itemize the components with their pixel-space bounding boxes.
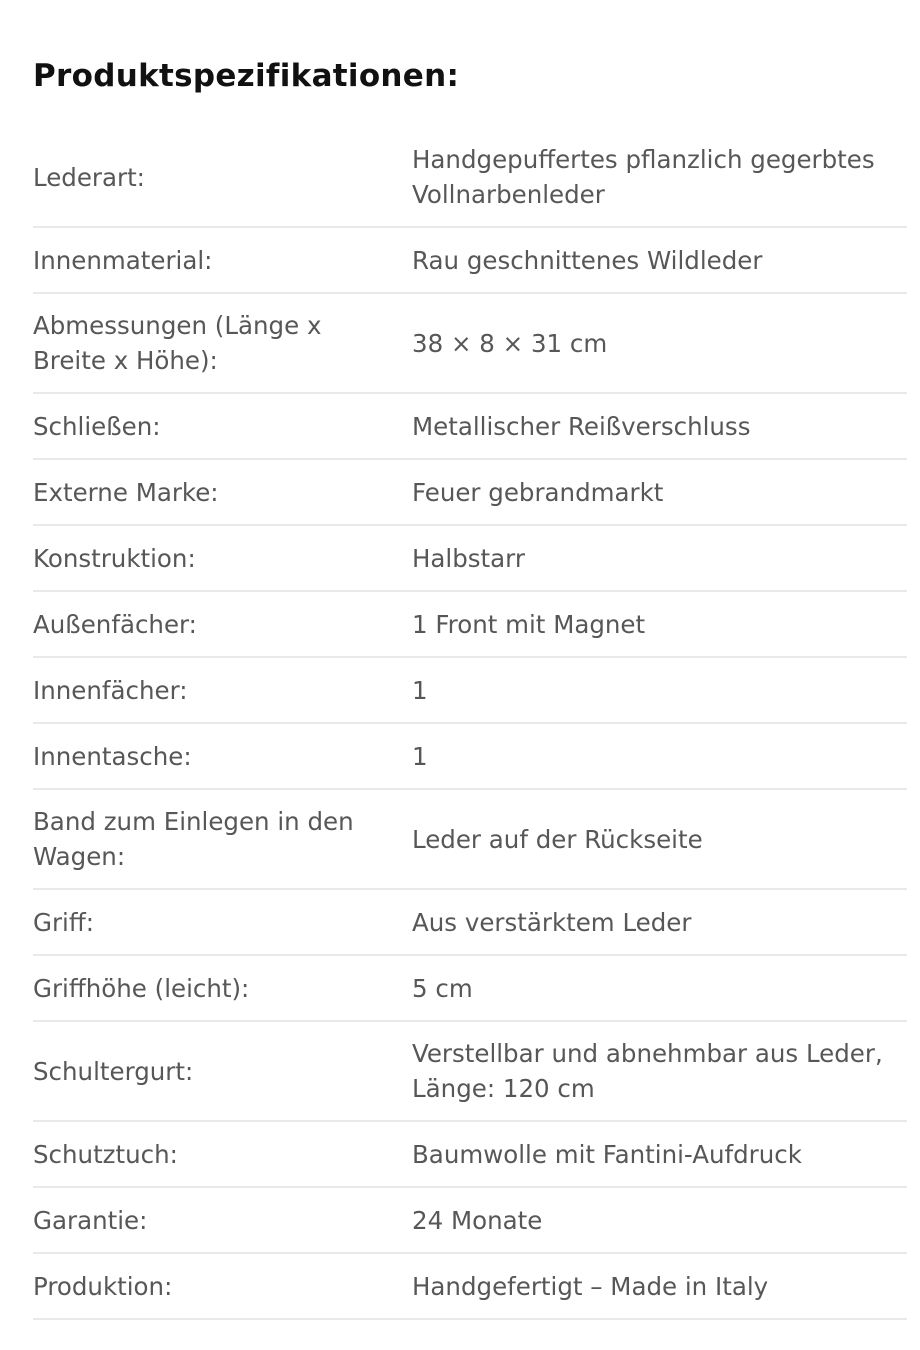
- spec-row-abmessungen: [33, 293, 907, 393]
- spec-value: Leder auf der Rückseite: [412, 789, 907, 889]
- spec-row-innentasche: [33, 723, 907, 789]
- spec-label: Innenmaterial:: [33, 227, 412, 293]
- spec-row-konstruktion: [33, 525, 907, 591]
- spec-label: Innenfächer:: [33, 657, 412, 723]
- spec-label: Produktion:: [33, 1253, 412, 1319]
- spec-value: Metallischer Reißverschluss: [412, 393, 907, 459]
- spec-label: Externe Marke:: [33, 459, 412, 525]
- spec-label: Band zum Einlegen in den Wagen:: [33, 789, 412, 889]
- spec-value: Halbstarr: [412, 525, 907, 591]
- spec-row-innenmaterial: [33, 227, 907, 293]
- spec-value: 1 Front mit Magnet: [412, 591, 907, 657]
- spec-label: Schultergurt:: [33, 1021, 412, 1121]
- spec-label: Innentasche:: [33, 723, 412, 789]
- spec-value: Baumwolle mit Fantini-Aufdruck: [412, 1121, 907, 1187]
- spec-label: Schutztuch:: [33, 1121, 412, 1187]
- spec-row-lederart: [33, 128, 907, 227]
- spec-value: Rau geschnittenes Wildleder: [412, 227, 907, 293]
- spec-row-aussenfaecher: [33, 591, 907, 657]
- spec-value: Handgefertigt – Made in Italy: [412, 1253, 907, 1319]
- spec-value: Aus verstärktem Leder: [412, 889, 907, 955]
- spec-value: 24 Monate: [412, 1187, 907, 1253]
- spec-value: Verstellbar und abnehmbar aus Leder, Länge: 120 cm: [412, 1021, 907, 1121]
- spec-row-schliessen: [33, 393, 907, 459]
- spec-row-schultergurt: [33, 1021, 907, 1121]
- spec-label: Griffhöhe (leicht):: [33, 955, 412, 1021]
- spec-row-produktion: [33, 1253, 907, 1319]
- spec-label: Lederart:: [33, 128, 412, 227]
- spec-row-innenfaecher: [33, 657, 907, 723]
- spec-value: Feuer gebrandmarkt: [412, 459, 907, 525]
- spec-label: Schließen:: [33, 393, 412, 459]
- section-title: Produktspezifikationen:: [33, 58, 460, 94]
- spec-label: Griff:: [33, 889, 412, 955]
- spec-label: Außenfächer:: [33, 591, 412, 657]
- spec-row-band: [33, 789, 907, 889]
- spec-row-externe-marke: [33, 459, 907, 525]
- spec-value: 1: [412, 723, 907, 789]
- spec-row-griffhoehe: [33, 955, 907, 1021]
- spec-value: 38 × 8 × 31 cm: [412, 293, 907, 393]
- spec-row-garantie: [33, 1187, 907, 1253]
- spec-value: 5 cm: [412, 955, 907, 1021]
- spec-value: Handgepuffertes pflanzlich gegerbtes Vollnarbenleder: [412, 128, 907, 227]
- spec-value: 1: [412, 657, 907, 723]
- spec-label: Garantie:: [33, 1187, 412, 1253]
- spec-row-griff: [33, 889, 907, 955]
- spec-label: Abmessungen (Länge x Breite x Höhe):: [33, 293, 412, 393]
- spec-table: [33, 128, 907, 1320]
- spec-row-schutztuch: [33, 1121, 907, 1187]
- spec-label: Konstruktion:: [33, 525, 412, 591]
